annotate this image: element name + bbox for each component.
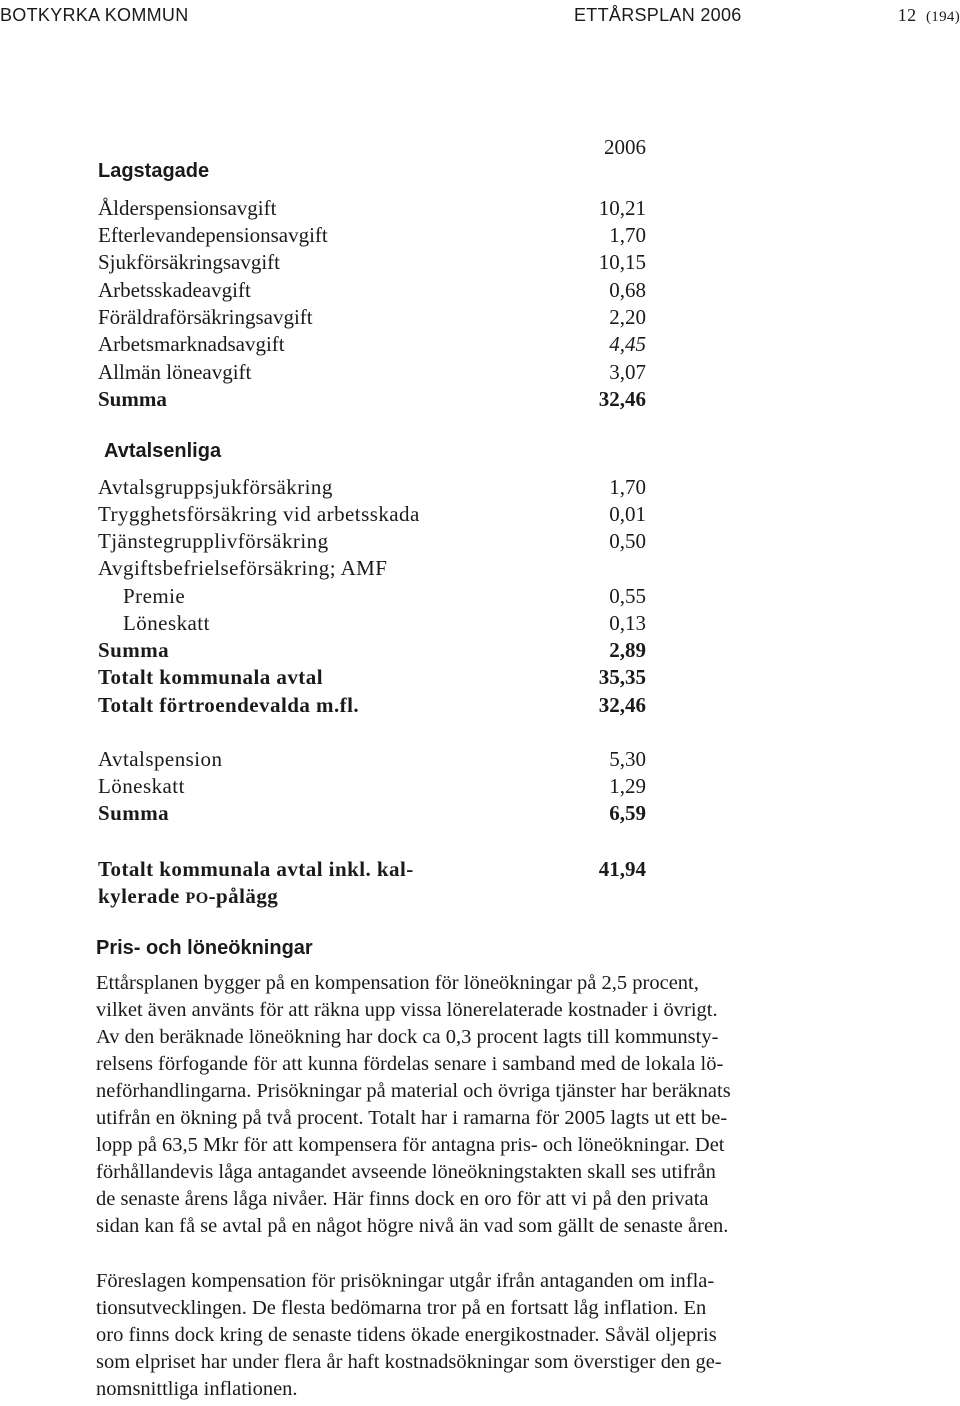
- row-label: Ålderspensionsavgift: [98, 196, 277, 220]
- row-label: Arbetsmarknadsavgift: [98, 332, 285, 356]
- row-value: 1,70: [609, 223, 646, 247]
- avtalsenliga-heading: Avtalsenliga: [104, 440, 222, 462]
- row-value: 1,29: [609, 774, 646, 798]
- row-value: 35,35: [598, 665, 646, 689]
- table-row: [98, 474, 646, 501]
- text-line: utifrån en ökning på två procent. Totalt har i ramarna för 2005 lagts ut ett be-: [96, 1107, 728, 1129]
- text-line: neförhandlingarna. Prisökningar på material och övriga tjänster har beräknats: [96, 1080, 731, 1102]
- loneskatt-row: [98, 773, 646, 800]
- row-label: Trygghetsförsäkring vid arbetsskada: [98, 502, 420, 526]
- row-label: Föräldraförsäkringsavgift: [98, 305, 313, 329]
- text-line: som elpriset har under flera år haft kostnadsökningar som överstiger den ge-: [96, 1351, 722, 1373]
- row-label: Summa: [98, 801, 170, 825]
- paragraph-1: [96, 970, 880, 1240]
- row-label: Sjukförsäkringsavgift: [98, 250, 280, 274]
- header-document-title: ETTÅRSPLAN 2006: [574, 5, 742, 25]
- row-label: Löneskatt: [98, 774, 185, 798]
- row-value: 0,68: [609, 278, 646, 302]
- text-line: de senaste årens låga nivåer. Här finns dock en oro för att vi på den privata: [96, 1188, 709, 1210]
- row-value: 0,13: [609, 611, 646, 635]
- header-page-number: [898, 4, 960, 26]
- row-value: 5,30: [609, 747, 646, 771]
- row-label: Totalt kommunala avtal: [98, 665, 323, 689]
- grand-total-text-po: PO: [185, 890, 209, 907]
- row-value: 0,55: [609, 584, 646, 608]
- pension-sum-row: [98, 800, 646, 827]
- row-value: 2,89: [609, 638, 646, 662]
- row-value: 32,46: [598, 693, 646, 717]
- table-row: [98, 555, 646, 582]
- lagstagade-sum-row: [98, 386, 646, 413]
- row-value: 1,70: [609, 475, 646, 499]
- row-value: 10,15: [598, 250, 646, 274]
- totalt-fortroende-row: [98, 692, 646, 719]
- row-label: Arbetsskadeavgift: [98, 278, 251, 302]
- text-line: relsens förfogande för att kunna fördelas senare i samband med de lokala lö-: [96, 1053, 724, 1075]
- text-line: Ettårsplanen bygger på en kompensation för löneökningar på 2,5 procent,: [96, 972, 699, 994]
- row-label: Summa: [98, 387, 167, 411]
- text-line: Av den beräknade löneökning har dock ca 0,3 procent lagts till kommunsty-: [96, 1026, 719, 1048]
- text-line: förhållandevis låga antagandet avseende löneökningstakten skall ses utifrån: [96, 1161, 716, 1183]
- table-row: [98, 195, 646, 222]
- header-organization: BOTKYRKA KOMMUN: [0, 5, 189, 25]
- row-value: 0,50: [609, 529, 646, 553]
- table-row: [98, 304, 646, 331]
- table-row: [98, 501, 646, 528]
- year-column-header: 2006: [604, 135, 646, 159]
- row-value: 2,20: [609, 305, 646, 329]
- grand-total-label-line1: Totalt kommunala avtal inkl. kal-: [98, 857, 414, 881]
- row-value: 10,21: [598, 196, 646, 220]
- grand-total-value: 41,94: [598, 857, 646, 881]
- table-row: [98, 249, 646, 276]
- table-row: [98, 359, 646, 386]
- row-label: Löneskatt: [123, 611, 210, 635]
- text-line: sidan kan få se avtal på en något högre nivå än vad som gällt de senaste åren.: [96, 1215, 729, 1237]
- avtalsenliga-sum-row: [98, 637, 646, 664]
- row-value: 3,07: [609, 360, 646, 384]
- table-row: [98, 331, 646, 358]
- row-label: Allmän löneavgift: [98, 360, 252, 384]
- row-value: 0,01: [609, 502, 646, 526]
- row-label: Avtalsgruppsjukförsäkring: [98, 475, 333, 499]
- text-line: nomsnittliga inflationen.: [96, 1378, 298, 1400]
- table-row: [98, 583, 646, 610]
- lagstagade-heading: Lagstagade: [98, 160, 210, 182]
- avtalspension-row: [98, 746, 646, 773]
- table-row: [98, 610, 646, 637]
- text-line: Föreslagen kompensation för prisökningar utgår ifrån antaganden om infla-: [96, 1270, 715, 1292]
- row-value: 6,59: [609, 801, 646, 825]
- text-line: tionsutvecklingen. De flesta bedömarna tror på en fortsatt låg inflation. En: [96, 1297, 707, 1319]
- page-current: 12: [897, 5, 917, 25]
- row-label: Avgiftsbefrielseförsäkring; AMF: [98, 556, 388, 580]
- text-line: vilket även använts för att räkna upp vissa lönerelaterade kostnader i övrigt.: [96, 999, 718, 1021]
- row-label: Premie: [123, 584, 186, 608]
- table-row: [98, 528, 646, 555]
- paragraph-2: [96, 1268, 880, 1403]
- text-line: lopp på 63,5 Mkr för att kompensera för antagna pris- och löneökningar. Det: [96, 1134, 725, 1156]
- row-value: 32,46: [598, 387, 646, 411]
- grand-total-label-line2: [98, 883, 278, 912]
- row-label: Efterlevandepensionsavgift: [98, 223, 328, 247]
- row-label: Summa: [98, 638, 170, 662]
- row-label: Avtalspension: [98, 747, 223, 771]
- row-value: 4,45: [609, 332, 646, 356]
- table-row: [98, 222, 646, 249]
- table-row: [98, 277, 646, 304]
- page-total: (194): [926, 9, 960, 25]
- row-label: Totalt förtroendevalda m.fl.: [98, 693, 360, 717]
- section-heading: Pris- och löneökningar: [96, 937, 313, 959]
- row-label: Tjänstegrupplivförsäkring: [98, 529, 329, 553]
- totalt-kommunala-row: [98, 664, 646, 691]
- grand-total-text-a: kylerade: [98, 884, 186, 908]
- grand-total-row: [98, 856, 646, 912]
- grand-total-text-c: -pålägg: [208, 884, 279, 908]
- text-line: oro finns dock kring de senaste tidens ökade energikostnader. Såväl oljepris: [96, 1324, 717, 1346]
